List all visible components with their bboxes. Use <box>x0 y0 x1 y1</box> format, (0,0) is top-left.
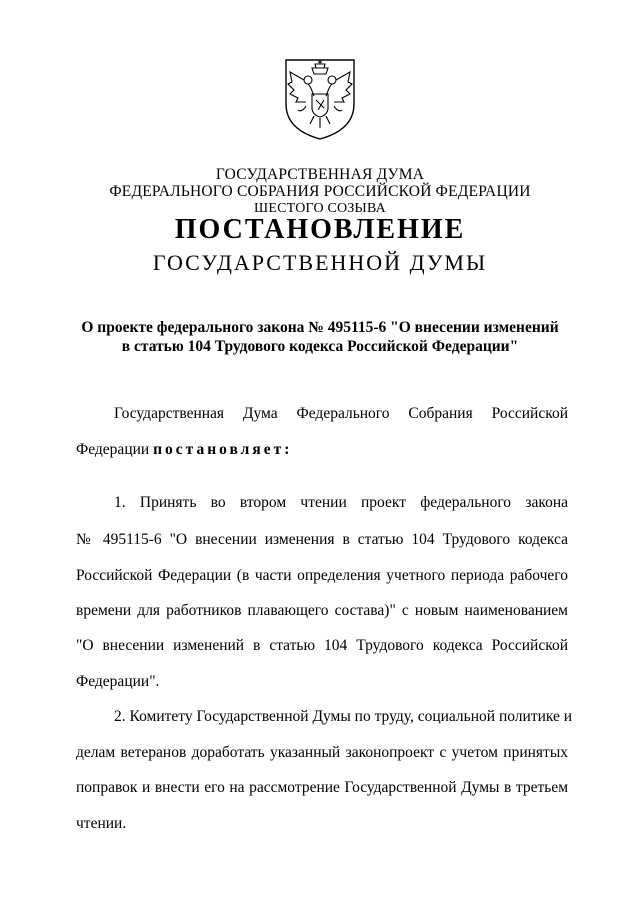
item-2-line-4: чтении. <box>76 815 127 832</box>
resolves-word: постановляет: <box>153 441 293 458</box>
item-1-line-3: Российской Федерации (в части определения учетного периода рабочего <box>76 567 568 584</box>
issuer-header <box>0 166 640 217</box>
item-2-line-1: 2. Комитету Государственной Думы по труду, социальной политике и <box>114 708 573 725</box>
item-2-line-2: делам ветеранов доработать указанный законопроект с учетом принятых <box>76 744 568 761</box>
item-1-line-6: Федерации". <box>76 673 160 690</box>
document-subject <box>0 318 640 356</box>
issuer-line-3: ШЕСТОГО СОЗЫВА <box>254 201 386 216</box>
item-1-line-2: № 495115-6 "О внесении изменения в статью 104 Трудового кодекса <box>76 531 568 548</box>
subject-line-1: О проекте федерального закона № 495115-6 "О внесении изменений <box>81 319 559 336</box>
subject-line-2: в статью 104 Трудового кодекса Российской Федерации" <box>121 338 519 355</box>
coat-of-arms-emblem <box>282 58 358 140</box>
preamble-line-1: Государственная Дума Федерального Собрания Российской <box>114 405 568 422</box>
issuer-line-1: ГОСУДАРСТВЕННАЯ ДУМА <box>215 166 425 183</box>
preamble-text: Федерации <box>76 441 154 458</box>
preamble-line-2 <box>76 441 568 459</box>
item-1-line-5: "О внесении изменений в статью 104 Трудового кодекса Российской <box>76 637 568 654</box>
document-subtitle: ГОСУДАРСТВЕННОЙ ДУМЫ <box>152 250 488 275</box>
item-1-line-4: времени для работников плавающего состава)" с новым наименованием <box>76 602 568 619</box>
document-title: ПОСТАНОВЛЕНИЕ <box>174 214 466 245</box>
item-1-line-1: 1. Принять во втором чтении проект федерального закона <box>114 494 568 511</box>
issuer-line-2: ФЕДЕРАЛЬНОГО СОБРАНИЯ РОССИЙСКОЙ ФЕДЕРАЦИИ <box>109 183 531 200</box>
item-2-line-3: поправок и внести его на рассмотрение Государственной Думы в третьем <box>76 779 568 796</box>
